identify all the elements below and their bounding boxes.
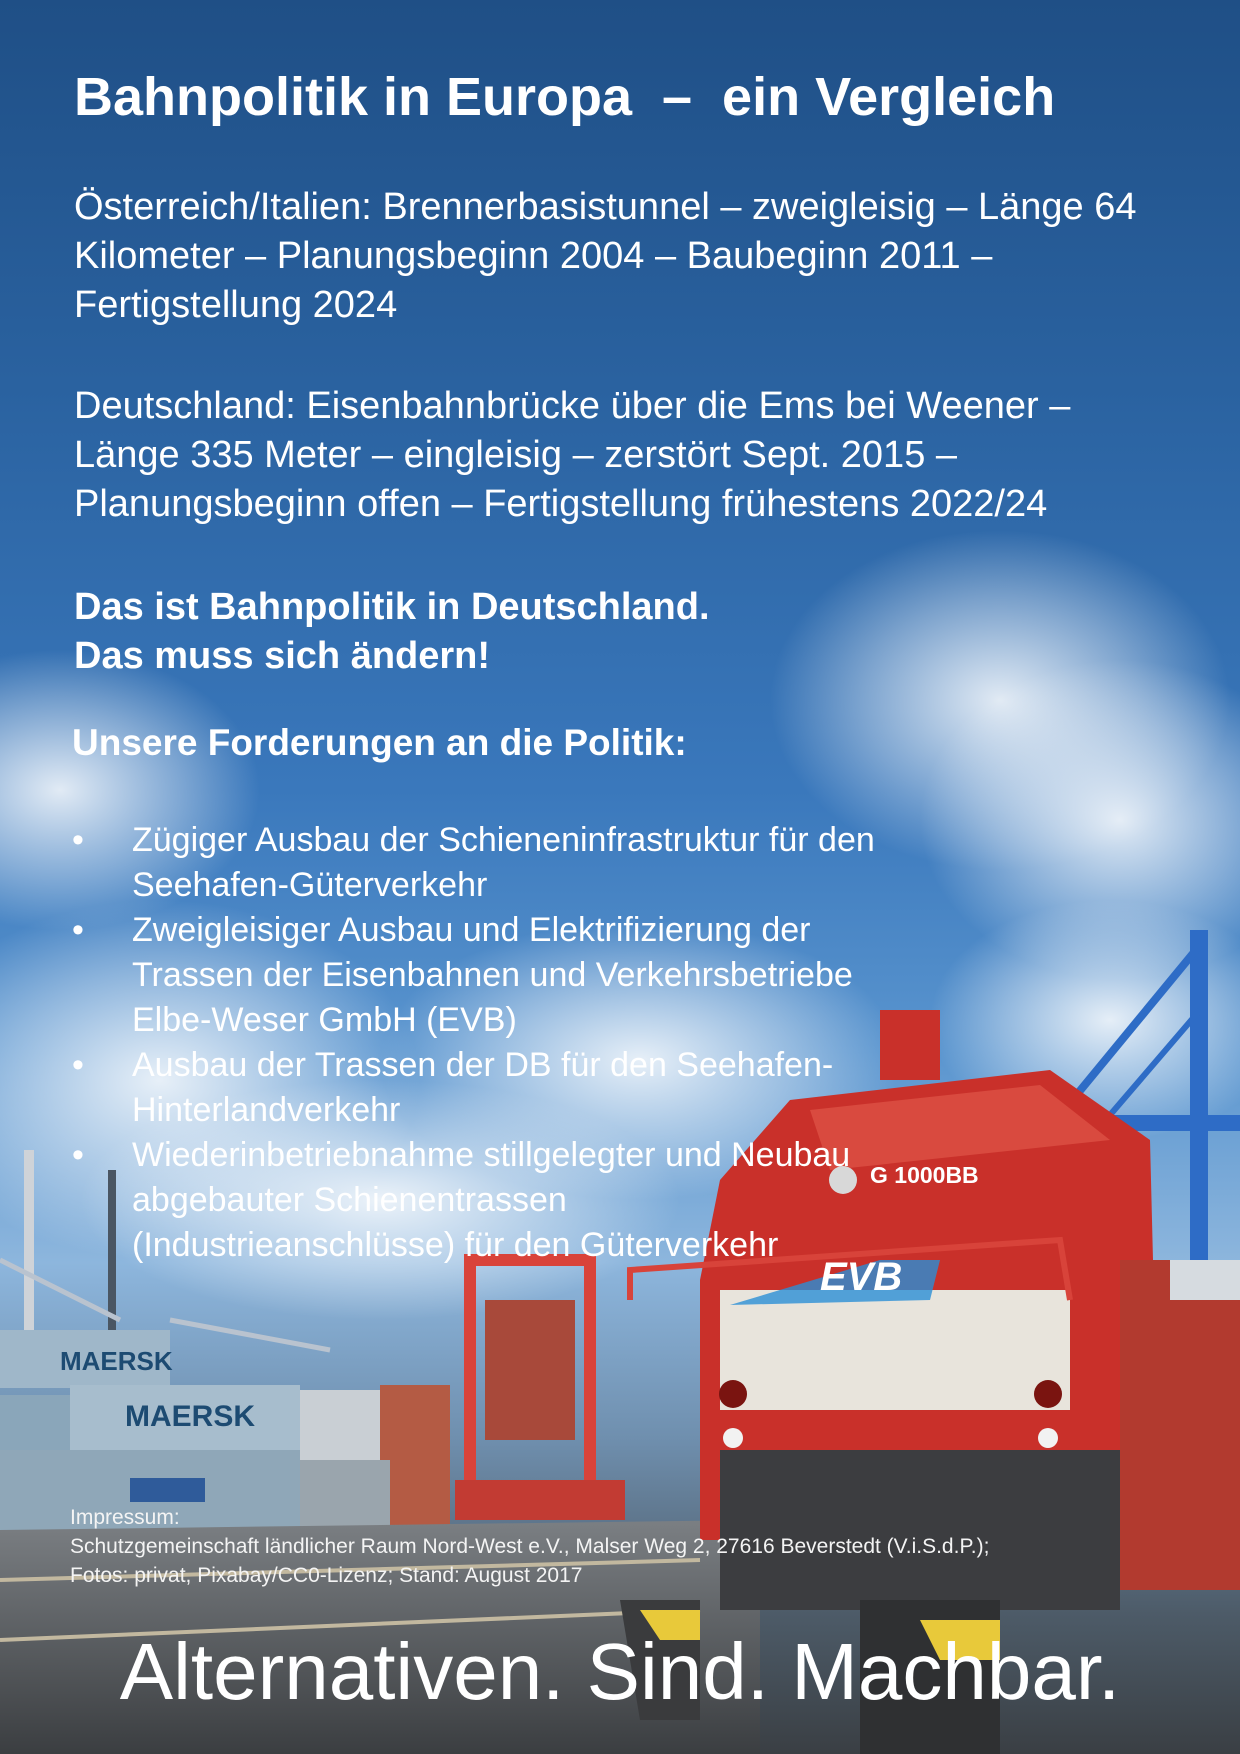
demand-text: Zügiger Ausbau der Schieneninfrastruktur für den Seehafen-Güterverkehr xyxy=(132,821,875,904)
demands-heading: Unsere Forderungen an die Politik: xyxy=(72,722,687,763)
list-item xyxy=(74,818,894,908)
bullet-icon: • xyxy=(72,911,84,949)
demands-list xyxy=(74,818,894,1268)
slogan: Alternativen. Sind. Machbar. xyxy=(119,1627,1121,1716)
demand-text: Wiederinbetriebnahme stillgelegter und Neubau abgebauter Schienentrassen (Industrieanschlüsse) für den Güterverkehr xyxy=(132,1136,851,1264)
demand-text: Ausbau der Trassen der DB für den Seehafen-Hinterlandverkehr xyxy=(132,1046,834,1129)
statement-line-1: Das ist Bahnpolitik in Deutschland. xyxy=(74,586,710,628)
bullet-icon: • xyxy=(72,1136,84,1174)
bullet-icon: • xyxy=(72,1046,84,1084)
list-item xyxy=(74,908,894,1043)
page-title: Bahnpolitik in Europa – ein Vergleich xyxy=(74,67,1056,127)
bullet-icon: • xyxy=(72,821,84,859)
comparison-germany: Deutschland: Eisenbahnbrücke über die Ems bei Weener – Länge 335 Meter – eingleisig – zerstört Sept. 2015 – Planungsbeginn offen – Fertigstellung frühestens 2022/24 xyxy=(74,385,1071,525)
list-item xyxy=(74,1133,894,1268)
container-label-1: MAERSK xyxy=(60,1346,173,1376)
statement-line-2: Das muss sich ändern! xyxy=(74,635,491,677)
container-label-2: MAERSK xyxy=(125,1400,256,1433)
comparison-austria-italy: Österreich/Italien: Brennerbasistunnel – zweigleisig – Länge 64 Kilometer – Planungsbeginn 2004 – Baubeginn 2011 – Fertigstellung 2024 xyxy=(74,186,1137,326)
list-item xyxy=(74,1043,894,1133)
locomotive-number: G 1000BB xyxy=(870,1162,979,1188)
impressum-publisher: Schutzgemeinschaft ländlicher Raum Nord-West e.V., Malser Weg 2, 27616 Beverstedt (V.i.S.d.P.); xyxy=(70,1535,990,1558)
impressum-credits: Fotos: privat, Pixabay/CC0-Lizenz; Stand: August 2017 xyxy=(70,1564,583,1587)
impressum xyxy=(70,1503,989,1590)
locomotive-logo: EVB xyxy=(820,1255,903,1299)
demand-text: Zweigleisiger Ausbau und Elektrifizierung der Trassen der Eisenbahnen und Verkehrsbetriebe Elbe-Weser GmbH (EVB) xyxy=(132,911,853,1039)
impressum-label: Impressum: xyxy=(70,1506,180,1529)
